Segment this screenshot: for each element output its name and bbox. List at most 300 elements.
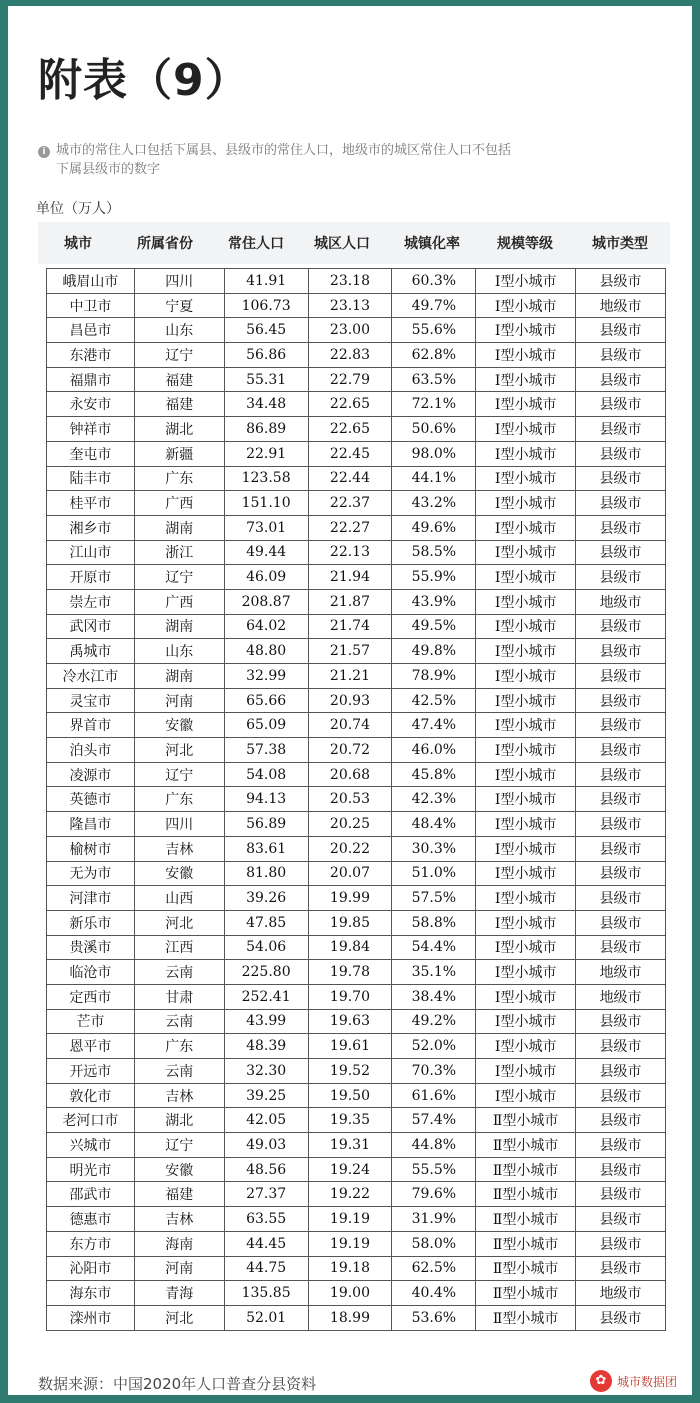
table-cell: 22.44 — [308, 466, 392, 491]
table-cell: 21.57 — [308, 639, 392, 664]
table-cell: 22.37 — [308, 491, 392, 516]
table-cell: 21.74 — [308, 614, 392, 639]
table-cell: Ⅰ型小城市 — [476, 984, 576, 1009]
table-cell: 县级市 — [576, 1256, 666, 1281]
table-cell: 县级市 — [576, 787, 666, 812]
table-row — [47, 1256, 666, 1281]
table-cell: 禹城市 — [47, 639, 135, 664]
table-cell: 湘乡市 — [47, 515, 135, 540]
table-cell: 48.56 — [224, 1157, 308, 1182]
table-cell: 福建 — [134, 1182, 224, 1207]
table-cell: Ⅱ型小城市 — [476, 1256, 576, 1281]
table-cell: 42.5% — [392, 688, 476, 713]
note — [38, 141, 598, 179]
table-row — [47, 293, 666, 318]
table-cell: 44.45 — [224, 1231, 308, 1256]
table-cell: Ⅰ型小城市 — [476, 935, 576, 960]
table-cell: 70.3% — [392, 1059, 476, 1084]
table-cell: 22.83 — [308, 343, 392, 368]
table-cell: 44.8% — [392, 1133, 476, 1158]
table-cell: 43.2% — [392, 491, 476, 516]
table-cell: 39.26 — [224, 886, 308, 911]
table-row — [47, 269, 666, 294]
table-cell: 39.25 — [224, 1083, 308, 1108]
table-cell: 四川 — [134, 812, 224, 837]
table-cell: 22.45 — [308, 441, 392, 466]
table-cell: 县级市 — [576, 713, 666, 738]
table-cell: 县级市 — [576, 664, 666, 689]
table-cell: 61.6% — [392, 1083, 476, 1108]
table-row — [47, 664, 666, 689]
table-cell: 宁夏 — [134, 293, 224, 318]
table-cell: 县级市 — [576, 688, 666, 713]
table-cell: 安徽 — [134, 713, 224, 738]
table-row — [47, 1305, 666, 1330]
table-cell: 78.9% — [392, 664, 476, 689]
table-cell: Ⅰ型小城市 — [476, 491, 576, 516]
table-cell: 46.09 — [224, 565, 308, 590]
table-cell: 县级市 — [576, 639, 666, 664]
table-row — [47, 1207, 666, 1232]
table-row — [47, 589, 666, 614]
table-cell: 106.73 — [224, 293, 308, 318]
table-cell: 19.85 — [308, 910, 392, 935]
table-cell: 县级市 — [576, 318, 666, 343]
table-cell: 县级市 — [576, 762, 666, 787]
table-cell: 18.99 — [308, 1305, 392, 1330]
table-cell: 县级市 — [576, 836, 666, 861]
table-body — [47, 269, 666, 1331]
table-cell: 60.3% — [392, 269, 476, 294]
table-row — [47, 836, 666, 861]
table-cell: 23.13 — [308, 293, 392, 318]
table-cell: 海南 — [134, 1231, 224, 1256]
table-cell: 青海 — [134, 1281, 224, 1306]
table-cell: 德惠市 — [47, 1207, 135, 1232]
table-cell: 79.6% — [392, 1182, 476, 1207]
table-cell: Ⅰ型小城市 — [476, 812, 576, 837]
table-cell: 20.07 — [308, 861, 392, 886]
table-cell: 浙江 — [134, 540, 224, 565]
table-cell: 65.09 — [224, 713, 308, 738]
table-cell: 51.0% — [392, 861, 476, 886]
table-row — [47, 1281, 666, 1306]
table-row — [47, 738, 666, 763]
table-cell: 45.8% — [392, 762, 476, 787]
table-cell: 19.70 — [308, 984, 392, 1009]
table-cell: 县级市 — [576, 861, 666, 886]
table-cell: 广东 — [134, 466, 224, 491]
table-cell: 县级市 — [576, 1157, 666, 1182]
table-cell: 49.44 — [224, 540, 308, 565]
table-cell: 83.61 — [224, 836, 308, 861]
table-cell: Ⅰ型小城市 — [476, 293, 576, 318]
table-cell: Ⅰ型小城市 — [476, 466, 576, 491]
table-cell: 40.4% — [392, 1281, 476, 1306]
table-cell: Ⅱ型小城市 — [476, 1231, 576, 1256]
table-cell: 34.48 — [224, 392, 308, 417]
table-cell: 19.22 — [308, 1182, 392, 1207]
table-cell: 湖南 — [134, 664, 224, 689]
table-cell: Ⅰ型小城市 — [476, 565, 576, 590]
table-cell: 山东 — [134, 639, 224, 664]
table-cell: 47.4% — [392, 713, 476, 738]
table-cell: Ⅱ型小城市 — [476, 1281, 576, 1306]
column-header: 规模等级 — [497, 236, 553, 252]
table-cell: 开原市 — [47, 565, 135, 590]
table-cell: Ⅰ型小城市 — [476, 886, 576, 911]
table-cell: 62.5% — [392, 1256, 476, 1281]
table-cell: 地级市 — [576, 589, 666, 614]
table-cell: 49.5% — [392, 614, 476, 639]
table-cell: 恩平市 — [47, 1034, 135, 1059]
table-row — [47, 1034, 666, 1059]
table-row — [47, 812, 666, 837]
table-cell: 东港市 — [47, 343, 135, 368]
table-row — [47, 1083, 666, 1108]
table-cell: 湖南 — [134, 614, 224, 639]
table-cell: 49.03 — [224, 1133, 308, 1158]
table-cell: 49.2% — [392, 1009, 476, 1034]
table-cell: 35.1% — [392, 960, 476, 985]
table-cell: 湖南 — [134, 515, 224, 540]
table-cell: 52.0% — [392, 1034, 476, 1059]
table-cell: Ⅰ型小城市 — [476, 589, 576, 614]
table-cell: 辽宁 — [134, 762, 224, 787]
table-cell: Ⅰ型小城市 — [476, 762, 576, 787]
table-cell: Ⅰ型小城市 — [476, 540, 576, 565]
table-cell: 隆昌市 — [47, 812, 135, 837]
column-header: 城市 — [64, 236, 92, 252]
table-cell: 武冈市 — [47, 614, 135, 639]
table-row — [47, 614, 666, 639]
table-cell: 地级市 — [576, 293, 666, 318]
table-cell: 县级市 — [576, 417, 666, 442]
table-cell: 湖北 — [134, 1108, 224, 1133]
table-row — [47, 886, 666, 911]
table-row — [47, 491, 666, 516]
table-cell: 151.10 — [224, 491, 308, 516]
table-cell: 19.35 — [308, 1108, 392, 1133]
table-cell: Ⅰ型小城市 — [476, 1059, 576, 1084]
table-cell: 47.85 — [224, 910, 308, 935]
table-cell: 50.6% — [392, 417, 476, 442]
table-cell: 42.3% — [392, 787, 476, 812]
table-row — [47, 565, 666, 590]
table-row — [47, 540, 666, 565]
table-header — [38, 222, 670, 264]
table-cell: 新乐市 — [47, 910, 135, 935]
table-cell: 31.9% — [392, 1207, 476, 1232]
table-cell: 19.63 — [308, 1009, 392, 1034]
table-cell: 无为市 — [47, 861, 135, 886]
column-header: 城镇化率 — [404, 236, 460, 252]
table-cell: 县级市 — [576, 367, 666, 392]
table-cell: Ⅰ型小城市 — [476, 861, 576, 886]
table-cell: 崇左市 — [47, 589, 135, 614]
table-row — [47, 910, 666, 935]
table-cell: 县级市 — [576, 935, 666, 960]
table-cell: 甘肃 — [134, 984, 224, 1009]
table-cell: 44.1% — [392, 466, 476, 491]
table-cell: 沁阳市 — [47, 1256, 135, 1281]
table-cell: 广西 — [134, 589, 224, 614]
table-cell: 30.3% — [392, 836, 476, 861]
table-cell: 冷水江市 — [47, 664, 135, 689]
table-cell: 辽宁 — [134, 1133, 224, 1158]
table-cell: 208.87 — [224, 589, 308, 614]
table-cell: Ⅰ型小城市 — [476, 441, 576, 466]
table-cell: 县级市 — [576, 269, 666, 294]
table-cell: 敦化市 — [47, 1083, 135, 1108]
table-cell: 安徽 — [134, 861, 224, 886]
table-cell: 滦州市 — [47, 1305, 135, 1330]
table-cell: Ⅱ型小城市 — [476, 1207, 576, 1232]
column-header: 所属省份 — [137, 236, 193, 252]
table-cell: 陆丰市 — [47, 466, 135, 491]
table-row — [47, 762, 666, 787]
data-source: 数据来源：中国2020年人口普查分县资料 — [38, 1375, 317, 1393]
table-cell: 县级市 — [576, 343, 666, 368]
table-cell: 48.4% — [392, 812, 476, 837]
table-row — [47, 935, 666, 960]
table-cell: Ⅰ型小城市 — [476, 614, 576, 639]
table-cell: 河南 — [134, 688, 224, 713]
table-cell: 福建 — [134, 392, 224, 417]
table-cell: 20.74 — [308, 713, 392, 738]
table-cell: 19.19 — [308, 1231, 392, 1256]
table-cell: 县级市 — [576, 1083, 666, 1108]
table-cell: 21.94 — [308, 565, 392, 590]
table-cell: 县级市 — [576, 1133, 666, 1158]
table-cell: 57.38 — [224, 738, 308, 763]
table-cell: 19.19 — [308, 1207, 392, 1232]
table-cell: 32.99 — [224, 664, 308, 689]
table-cell: Ⅰ型小城市 — [476, 269, 576, 294]
table-cell: 县级市 — [576, 540, 666, 565]
table-cell: 老河口市 — [47, 1108, 135, 1133]
table-cell: 22.91 — [224, 441, 308, 466]
table-cell: 63.5% — [392, 367, 476, 392]
table-cell: Ⅱ型小城市 — [476, 1157, 576, 1182]
table-row — [47, 1231, 666, 1256]
table-cell: 73.01 — [224, 515, 308, 540]
table-cell: 明光市 — [47, 1157, 135, 1182]
table-cell: 41.91 — [224, 269, 308, 294]
table-cell: 58.0% — [392, 1231, 476, 1256]
table-cell: Ⅱ型小城市 — [476, 1182, 576, 1207]
table-cell: 贵溪市 — [47, 935, 135, 960]
table-cell: 县级市 — [576, 812, 666, 837]
table-cell: 22.65 — [308, 417, 392, 442]
table-cell: 临沧市 — [47, 960, 135, 985]
table-cell: 48.39 — [224, 1034, 308, 1059]
city-data-logo-icon: ✿ — [590, 1370, 612, 1392]
table-cell: 河津市 — [47, 886, 135, 911]
table-cell: 23.18 — [308, 269, 392, 294]
table-cell: 56.45 — [224, 318, 308, 343]
table-cell: 225.80 — [224, 960, 308, 985]
table-cell: 57.5% — [392, 886, 476, 911]
table-cell: 云南 — [134, 1009, 224, 1034]
city-table — [46, 268, 666, 1331]
table-cell: 邵武市 — [47, 1182, 135, 1207]
table-cell: 县级市 — [576, 738, 666, 763]
table-cell: 县级市 — [576, 491, 666, 516]
table-cell: 云南 — [134, 1059, 224, 1084]
table-cell: 界首市 — [47, 713, 135, 738]
page-title: 附表（9） — [38, 55, 250, 106]
table-cell: 19.31 — [308, 1133, 392, 1158]
table-row — [47, 1059, 666, 1084]
column-header: 城市类型 — [592, 236, 648, 252]
table-cell: 72.1% — [392, 392, 476, 417]
table-cell: 中卫市 — [47, 293, 135, 318]
table-cell: 43.99 — [224, 1009, 308, 1034]
table-cell: 98.0% — [392, 441, 476, 466]
brand — [590, 1370, 677, 1392]
table-cell: 县级市 — [576, 515, 666, 540]
table-cell: 昌邑市 — [47, 318, 135, 343]
table-cell: 20.72 — [308, 738, 392, 763]
table-cell: Ⅱ型小城市 — [476, 1305, 576, 1330]
table-cell: 地级市 — [576, 960, 666, 985]
table-cell: 54.08 — [224, 762, 308, 787]
table-cell: 吉林 — [134, 1083, 224, 1108]
table-cell: 55.31 — [224, 367, 308, 392]
table-cell: 27.37 — [224, 1182, 308, 1207]
table-cell: 32.30 — [224, 1059, 308, 1084]
table-cell: 19.78 — [308, 960, 392, 985]
table-cell: 86.89 — [224, 417, 308, 442]
table-cell: 55.5% — [392, 1157, 476, 1182]
table-row — [47, 1182, 666, 1207]
table-cell: 19.18 — [308, 1256, 392, 1281]
table-cell: 奎屯市 — [47, 441, 135, 466]
table-cell: 县级市 — [576, 565, 666, 590]
table-cell: 辽宁 — [134, 565, 224, 590]
table-cell: 新疆 — [134, 441, 224, 466]
table-cell: 县级市 — [576, 1059, 666, 1084]
table-cell: 42.05 — [224, 1108, 308, 1133]
table-cell: 山西 — [134, 886, 224, 911]
table-cell: 芒市 — [47, 1009, 135, 1034]
table-row — [47, 392, 666, 417]
table-cell: 山东 — [134, 318, 224, 343]
table-cell: Ⅰ型小城市 — [476, 367, 576, 392]
table-row — [47, 417, 666, 442]
table-cell: 135.85 — [224, 1281, 308, 1306]
table-cell: 江山市 — [47, 540, 135, 565]
table-cell: 19.50 — [308, 1083, 392, 1108]
table-cell: 62.8% — [392, 343, 476, 368]
table-cell: 灵宝市 — [47, 688, 135, 713]
table-cell: 定西市 — [47, 984, 135, 1009]
table-cell: 兴城市 — [47, 1133, 135, 1158]
table-cell: 吉林 — [134, 836, 224, 861]
table-cell: 安徽 — [134, 1157, 224, 1182]
table-cell: 四川 — [134, 269, 224, 294]
table-cell: 21.21 — [308, 664, 392, 689]
table-cell: 49.8% — [392, 639, 476, 664]
table-cell: 19.99 — [308, 886, 392, 911]
table-cell: 县级市 — [576, 886, 666, 911]
table-cell: 江西 — [134, 935, 224, 960]
table-cell: 福建 — [134, 367, 224, 392]
table-row — [47, 713, 666, 738]
table-cell: 开远市 — [47, 1059, 135, 1084]
table-cell: 英德市 — [47, 787, 135, 812]
table-cell: 河北 — [134, 910, 224, 935]
table-cell: 县级市 — [576, 441, 666, 466]
table-cell: 河北 — [134, 1305, 224, 1330]
table-cell: 19.61 — [308, 1034, 392, 1059]
table-row — [47, 1157, 666, 1182]
table-cell: Ⅰ型小城市 — [476, 688, 576, 713]
table-cell: 55.9% — [392, 565, 476, 590]
table-cell: 49.6% — [392, 515, 476, 540]
table-cell: Ⅰ型小城市 — [476, 713, 576, 738]
table-cell: 县级市 — [576, 1207, 666, 1232]
table-cell: Ⅰ型小城市 — [476, 1034, 576, 1059]
note-line-1: 城市的常住人口包括下属县、县级市的常住人口，地级市的城区常住人口不包括 — [56, 143, 512, 158]
table-cell: Ⅰ型小城市 — [476, 664, 576, 689]
table-cell: 河南 — [134, 1256, 224, 1281]
table-cell: Ⅰ型小城市 — [476, 1083, 576, 1108]
table-cell: 凌源市 — [47, 762, 135, 787]
table-cell: 23.00 — [308, 318, 392, 343]
table-cell: 湖北 — [134, 417, 224, 442]
table-cell: Ⅰ型小城市 — [476, 836, 576, 861]
table-cell: 20.22 — [308, 836, 392, 861]
table-cell: 53.6% — [392, 1305, 476, 1330]
table-row — [47, 367, 666, 392]
table-cell: 榆树市 — [47, 836, 135, 861]
table-cell: 22.13 — [308, 540, 392, 565]
table-cell: 22.27 — [308, 515, 392, 540]
table-cell: 19.00 — [308, 1281, 392, 1306]
table-cell: 252.41 — [224, 984, 308, 1009]
table-cell: 22.65 — [308, 392, 392, 417]
table-cell: 43.9% — [392, 589, 476, 614]
table-cell: 54.06 — [224, 935, 308, 960]
note-line-2: 下属县级市的数字 — [56, 162, 161, 177]
table-cell: 县级市 — [576, 392, 666, 417]
table-cell: 云南 — [134, 960, 224, 985]
table-row — [47, 787, 666, 812]
table-cell: 广东 — [134, 787, 224, 812]
column-header: 城区人口 — [314, 236, 370, 252]
table-cell: 永安市 — [47, 392, 135, 417]
table-row — [47, 515, 666, 540]
table-row — [47, 1009, 666, 1034]
table-cell: 地级市 — [576, 984, 666, 1009]
table-cell: 54.4% — [392, 935, 476, 960]
table-cell: 94.13 — [224, 787, 308, 812]
table-cell: 65.66 — [224, 688, 308, 713]
table-cell: 57.4% — [392, 1108, 476, 1133]
document-card — [8, 6, 692, 1395]
table-cell: Ⅰ型小城市 — [476, 787, 576, 812]
table-cell: Ⅰ型小城市 — [476, 417, 576, 442]
table-cell: 地级市 — [576, 1281, 666, 1306]
table-cell: 20.68 — [308, 762, 392, 787]
table-cell: 辽宁 — [134, 343, 224, 368]
table-cell: 广西 — [134, 491, 224, 516]
table-row — [47, 861, 666, 886]
table-cell: 县级市 — [576, 466, 666, 491]
table-cell: 81.80 — [224, 861, 308, 886]
